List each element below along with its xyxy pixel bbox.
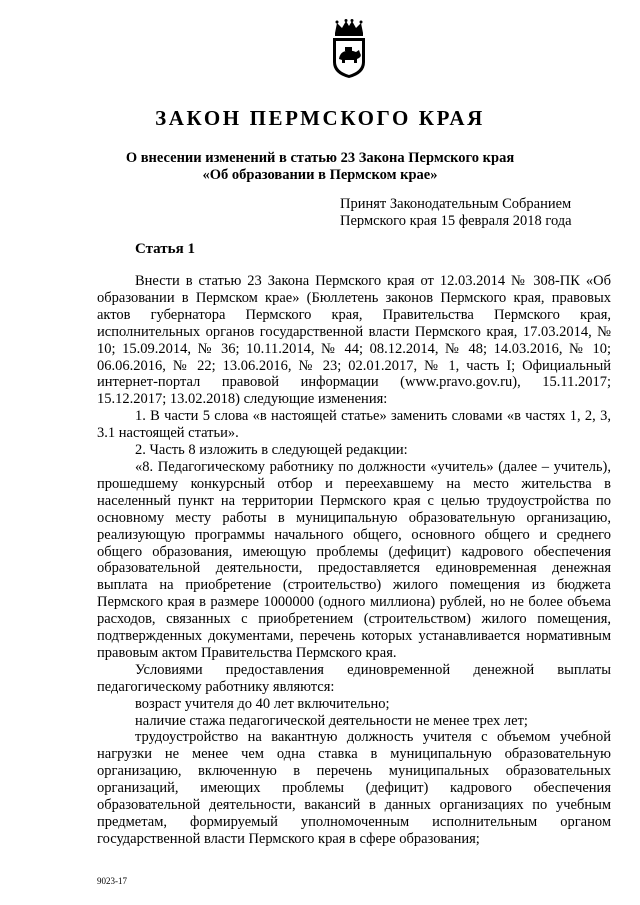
- adoption-note: [340, 196, 572, 230]
- subtitle-line: «Об образовании в Пермском крае»: [202, 167, 438, 183]
- article-paragraph: Внести в статью 23 Закона Пермского края от 12.03.2014 № 308-ПК «Об образовании в Пермском крае» (Бюллетень законов Пермского края, правовых актов губернатора Пермского края, Правительства Пермского края, исполнительных органов государственной власти Пермского края, 17.03.2014, № 10; 15.09.2014, № 36; 10.11.2014, № 44; 08.12.2014, № 48; 14.03.2016, № 10; 06.06.2016, № 22; 13.06.2016, № 23; 02.01.2017, № 1, часть I; Официальный интернет-портал правовой информации (www.pravo.gov.ru), 15.11.2017; 15.12.2017; 13.02.2018) следующие изменения:: [97, 273, 611, 408]
- article-paragraph: «8. Педагогическому работнику по должности «учитель» (далее – учитель), прошедшему конкурсный отбор и переехавшему на место жительства в населенный пункт на территории Пермского края с целью трудоустройства по основному месту работы в муниципальную образовательную организацию, реализующую программы начального общего, основного общего и среднего общего образования, имеющую проблемы (дефицит) кадрового обеспечения образовательной деятельности, предоставляется единовременная денежная выплата на приобретение (строительство) жилого помещения из бюджета Пермского края в размере 1000000 (одного миллиона) рублей, но не более объема расходов, связанных с приобретением (строительством) жилого помещения, подтвержденных документами, перечень которых устанавливается нормативным правовым актом Правительства Пермского края.: [97, 458, 611, 661]
- article-body: [97, 273, 611, 848]
- article-paragraph: возраст учителя до 40 лет включительно;: [135, 695, 390, 712]
- adoption-line: Пермского края 15 февраля 2018 года: [340, 213, 572, 229]
- coat-of-arms-icon: [326, 18, 372, 80]
- article-paragraph: трудоустройство на вакантную должность учителя с объемом учебной нагрузки не менее чем одна ставка в муниципальную образовательную организацию, включенную в перечень муниципальных образовательных организаций, имеющих проблемы (дефицит) кадрового обеспечения образовательной деятельности, вакансий в данных организациях по учебным предметам, формируемый уполномоченным исполнительным органом государственной власти Пермского края в сфере образования;: [97, 729, 611, 847]
- document-code: 9023-17: [97, 876, 127, 886]
- article-heading: Статья 1: [135, 241, 195, 257]
- law-subtitle: [0, 150, 640, 184]
- subtitle-line: О внесении изменений в статью 23 Закона Пермского края: [125, 150, 515, 166]
- article-paragraph: Условиями предоставления единовременной денежной выплаты педагогическому работнику являются:: [97, 661, 611, 695]
- article-paragraph: наличие стажа педагогической деятельности не менее трех лет;: [135, 712, 528, 729]
- article-paragraph: 2. Часть 8 изложить в следующей редакции:: [135, 442, 408, 459]
- law-title: ЗАКОН ПЕРМСКОГО КРАЯ: [155, 106, 485, 130]
- article-paragraph: 1. В части 5 слова «в настоящей статье» заменить словами «в частях 1, 2, 3, 3.1 настоящей статьи».: [97, 408, 611, 442]
- adoption-line: Принят Законодательным Собранием: [340, 196, 572, 212]
